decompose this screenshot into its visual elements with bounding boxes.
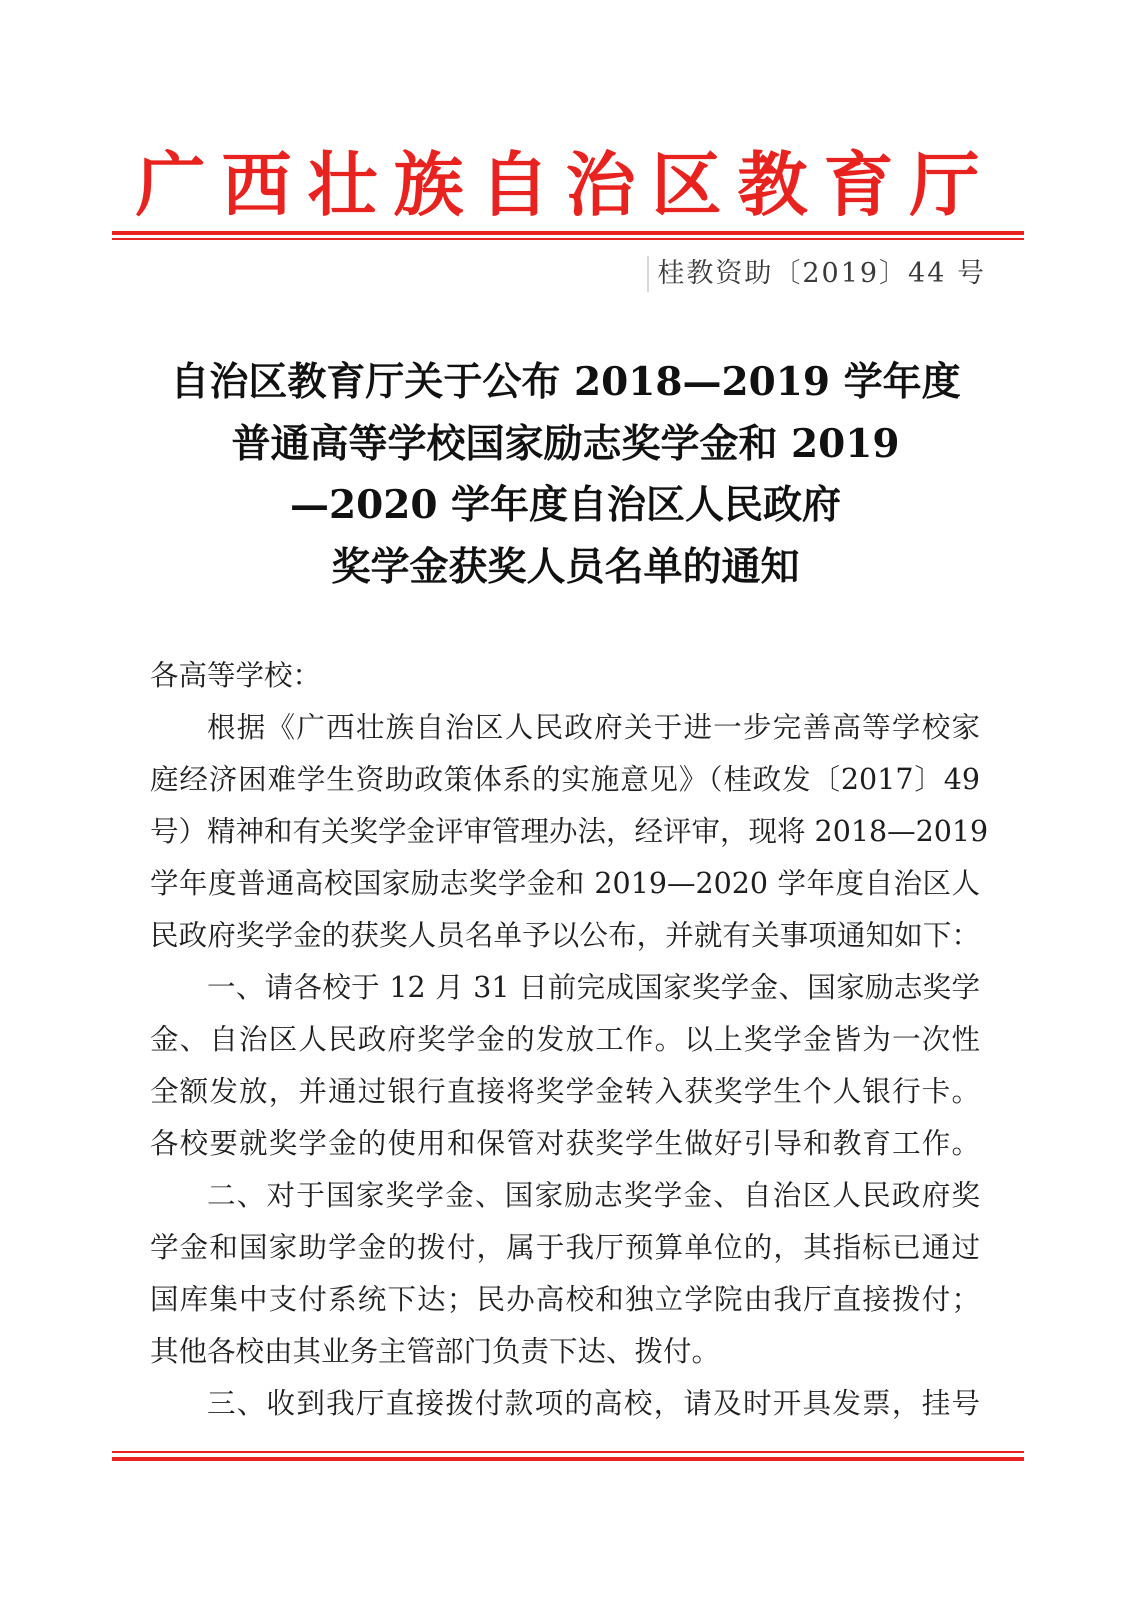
body-line: 民政府奖学金的获奖人员名单予以公布，并就有关事项通知如下： — [150, 919, 980, 952]
body-line: 学年度普通高校国家励志奖学金和 2019—2020 学年度自治区人 — [150, 867, 980, 900]
header-divider-thin — [112, 238, 1024, 240]
body-line: 各校要就奖学金的使用和保管对获奖学生做好引导和教育工作。 — [150, 1127, 980, 1160]
document-number: 桂教资助〔2019〕44 号 — [647, 256, 986, 292]
document-body — [150, 650, 989, 1430]
body-line: 一、请各校于 12 月 31 日前完成国家奖学金、国家励志奖学 — [207, 971, 980, 1004]
body-line: 二、对于国家奖学金、国家励志奖学金、自治区人民政府奖 — [207, 1179, 980, 1212]
body-line: 三、收到我厅直接拨付款项的高校，请及时开具发票，挂号 — [207, 1387, 980, 1420]
body-line: 学金和国家助学金的拨付，属于我厅预算单位的，其指标已通过 — [150, 1231, 980, 1264]
header-divider-thick — [112, 231, 1024, 235]
title-line: 自治区教育厅关于公布 2018—2019 学年度 — [170, 359, 961, 405]
salutation: 各高等学校： — [150, 659, 322, 692]
body-line: 国库集中支付系统下达；民办高校和独立学院由我厅直接拨付； — [150, 1283, 980, 1316]
document-title — [0, 352, 1131, 598]
body-line: 根据《广西壮族自治区人民政府关于进一步完善高等学校家 — [207, 711, 980, 744]
title-line: 普通高等学校国家励志奖学金和 2019 — [231, 420, 900, 467]
body-line: 其他各校由其业务主管部门负责下达、拨付。 — [150, 1335, 721, 1368]
body-line: 金、自治区人民政府奖学金的发放工作。以上奖学金皆为一次性 — [150, 1023, 980, 1056]
footer-divider-thick — [112, 1457, 1024, 1461]
issuing-authority-header: 广西壮族自治区教育厅 — [135, 143, 996, 226]
body-line: 号）精神和有关奖学金评审管理办法，经评审，现将 2018—2019 — [150, 815, 989, 848]
footer-divider-thin — [112, 1451, 1024, 1453]
title-line: —2020 学年度自治区人民政府 — [289, 482, 842, 528]
body-line: 庭经济困难学生资助政策体系的实施意见》（桂政发〔2017〕49 — [150, 763, 980, 796]
title-line: 奖学金获奖人员名单的通知 — [331, 543, 800, 590]
body-line: 全额发放，并通过银行直接将奖学金转入获奖学生个人银行卡。 — [150, 1075, 980, 1108]
